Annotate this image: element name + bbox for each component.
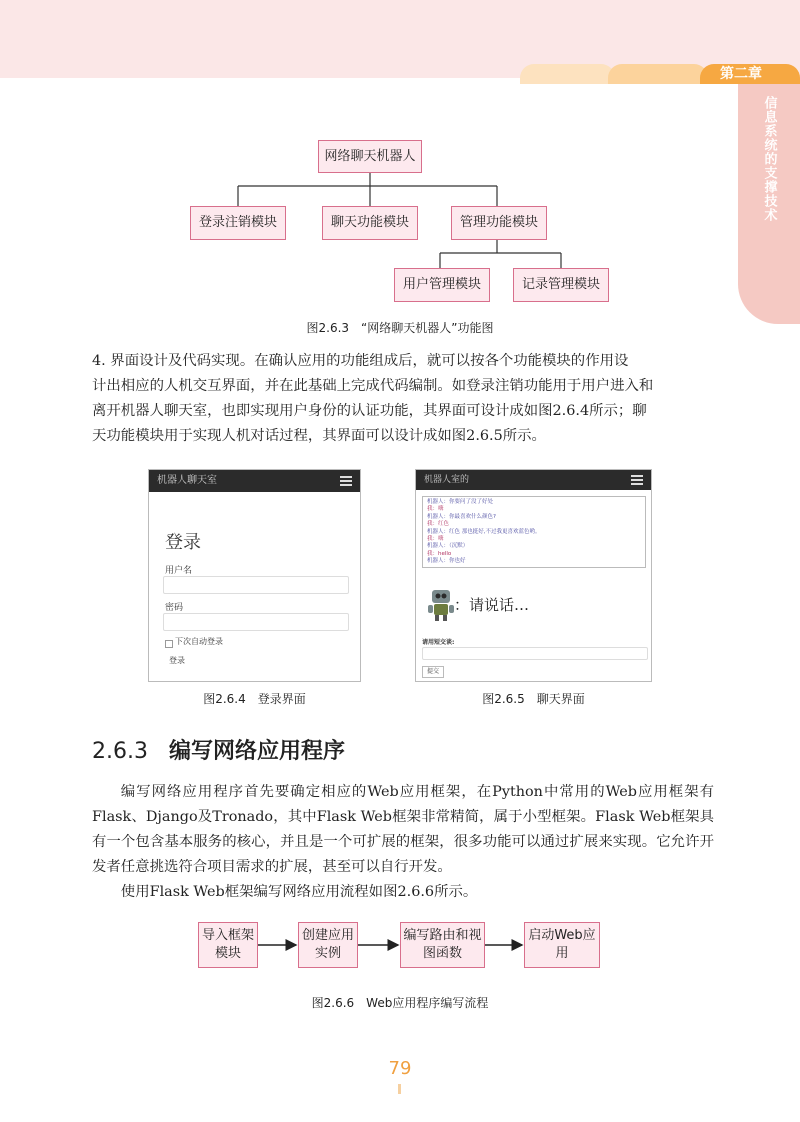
side-chapter-title: 信息系统的支撑技术 [761, 96, 777, 222]
chat-input-label: 请用短交谈: [422, 639, 455, 646]
login-screenshot [148, 469, 361, 682]
body-paragraph: 编写网络应用程序首先要确定相应的Web应用框架，在Python中常用的Web应用框架有Flask、Django及Tronado，其中Flask Web框架非常精简，属于小型框架。Flask Web框架具有一个包含基本服务的核心，并且是一个可扩展的框架，很多功能可以通过扩展来实现。它允许开发者任意挑选符合项目需求的扩展，甚至可以自行开发。 [92, 784, 714, 875]
chat-prompt: ：请说话… [454, 596, 530, 614]
tree-node-login: 登录注销模块 [190, 206, 286, 240]
hamburger-menu-icon[interactable] [631, 475, 643, 485]
remember-checkbox[interactable] [165, 640, 173, 648]
paragraph-interface-design [92, 349, 714, 449]
chat-message: 机器人：你要问了没了好处 [427, 499, 494, 505]
paragraph-line: 离开机器人聊天室，也即实现用户身份的认证功能，其界面可设计成如图2.6.4所示；聊 [92, 403, 647, 419]
chat-message: 我：嗨 [427, 536, 444, 543]
chat-message: 我：红色 [427, 521, 450, 528]
page-number-marker [398, 1084, 401, 1094]
robot-avatar-icon [426, 588, 456, 622]
section-number: 2.6.3 [92, 739, 148, 764]
flow-step-routes: 编写路由和视图函数 [400, 922, 485, 968]
tree-node-admin: 管理功能模块 [451, 206, 547, 240]
page-number: 79 [388, 1058, 412, 1079]
figure-caption: 图2.6.6 Web应用程序编写流程 [311, 996, 489, 1010]
tree-node-record-mgmt: 记录管理模块 [513, 268, 609, 302]
chat-submit-button[interactable]: 提交 [422, 666, 444, 678]
chat-message: 我：嗨 [427, 506, 444, 513]
section-heading [92, 734, 345, 765]
section-title: 编写网络应用程序 [168, 739, 345, 764]
navbar-title: 机器人室的 [424, 475, 470, 485]
chat-message: 机器人：你也好 [427, 558, 466, 565]
tree-node-chat: 聊天功能模块 [322, 206, 418, 240]
login-heading: 登录 [165, 532, 201, 553]
chat-screenshot [415, 469, 652, 682]
navbar-title: 机器人聊天室 [157, 475, 217, 486]
username-field[interactable] [163, 576, 349, 594]
password-label: 密码 [165, 603, 184, 613]
chat-navbar [416, 470, 651, 490]
remember-label: 下次自动登录 [175, 637, 223, 646]
username-label: 用户名 [165, 566, 193, 576]
chat-message: 机器人：（沉默） [427, 543, 469, 550]
chat-message: 机器人：红色 那也挺好,不过我更喜欢蓝色哟。 [427, 528, 541, 535]
tree-node-user-mgmt: 用户管理模块 [394, 268, 490, 302]
chapter-label: 第二章 [720, 66, 762, 82]
login-navbar [149, 470, 360, 492]
password-field[interactable] [163, 613, 349, 631]
figure-caption: 图2.6.4 登录界面 [203, 692, 306, 706]
login-button[interactable]: 登录 [169, 656, 185, 665]
flow-step-create-app: 创建应用实例 [298, 922, 358, 968]
paragraph-line: 天功能模块用于实现人机对话过程，其界面可以设计成如图2.6.5所示。 [92, 428, 546, 444]
tree-root-node: 网络聊天机器人 [318, 140, 422, 173]
flow-step-run: 启动Web应用 [524, 922, 600, 968]
flow-step-import: 导入框架模块 [198, 922, 258, 968]
figure-caption: 图2.6.3 “网络聊天机器人”功能图 [306, 321, 494, 335]
chat-input[interactable] [422, 647, 648, 660]
body-paragraph: 使用Flask Web框架编写网络应用流程如图2.6.6所示。 [120, 884, 478, 900]
chat-log[interactable] [422, 496, 646, 568]
chat-message: 我：hello [427, 550, 452, 557]
paragraph-line: 4. 界面设计及代码实现。在确认应用的功能组成后，就可以按各个功能模块的作用设 [92, 353, 629, 369]
chat-message: 机器人：你最喜欢什么颜色? [427, 513, 496, 520]
hamburger-menu-icon[interactable] [340, 476, 352, 486]
figure-caption: 图2.6.5 聊天界面 [482, 692, 585, 706]
paragraph-line: 计出相应的人机交互界面，并在此基础上完成代码编制。如登录注销功能用于用户进入和 [92, 378, 654, 394]
